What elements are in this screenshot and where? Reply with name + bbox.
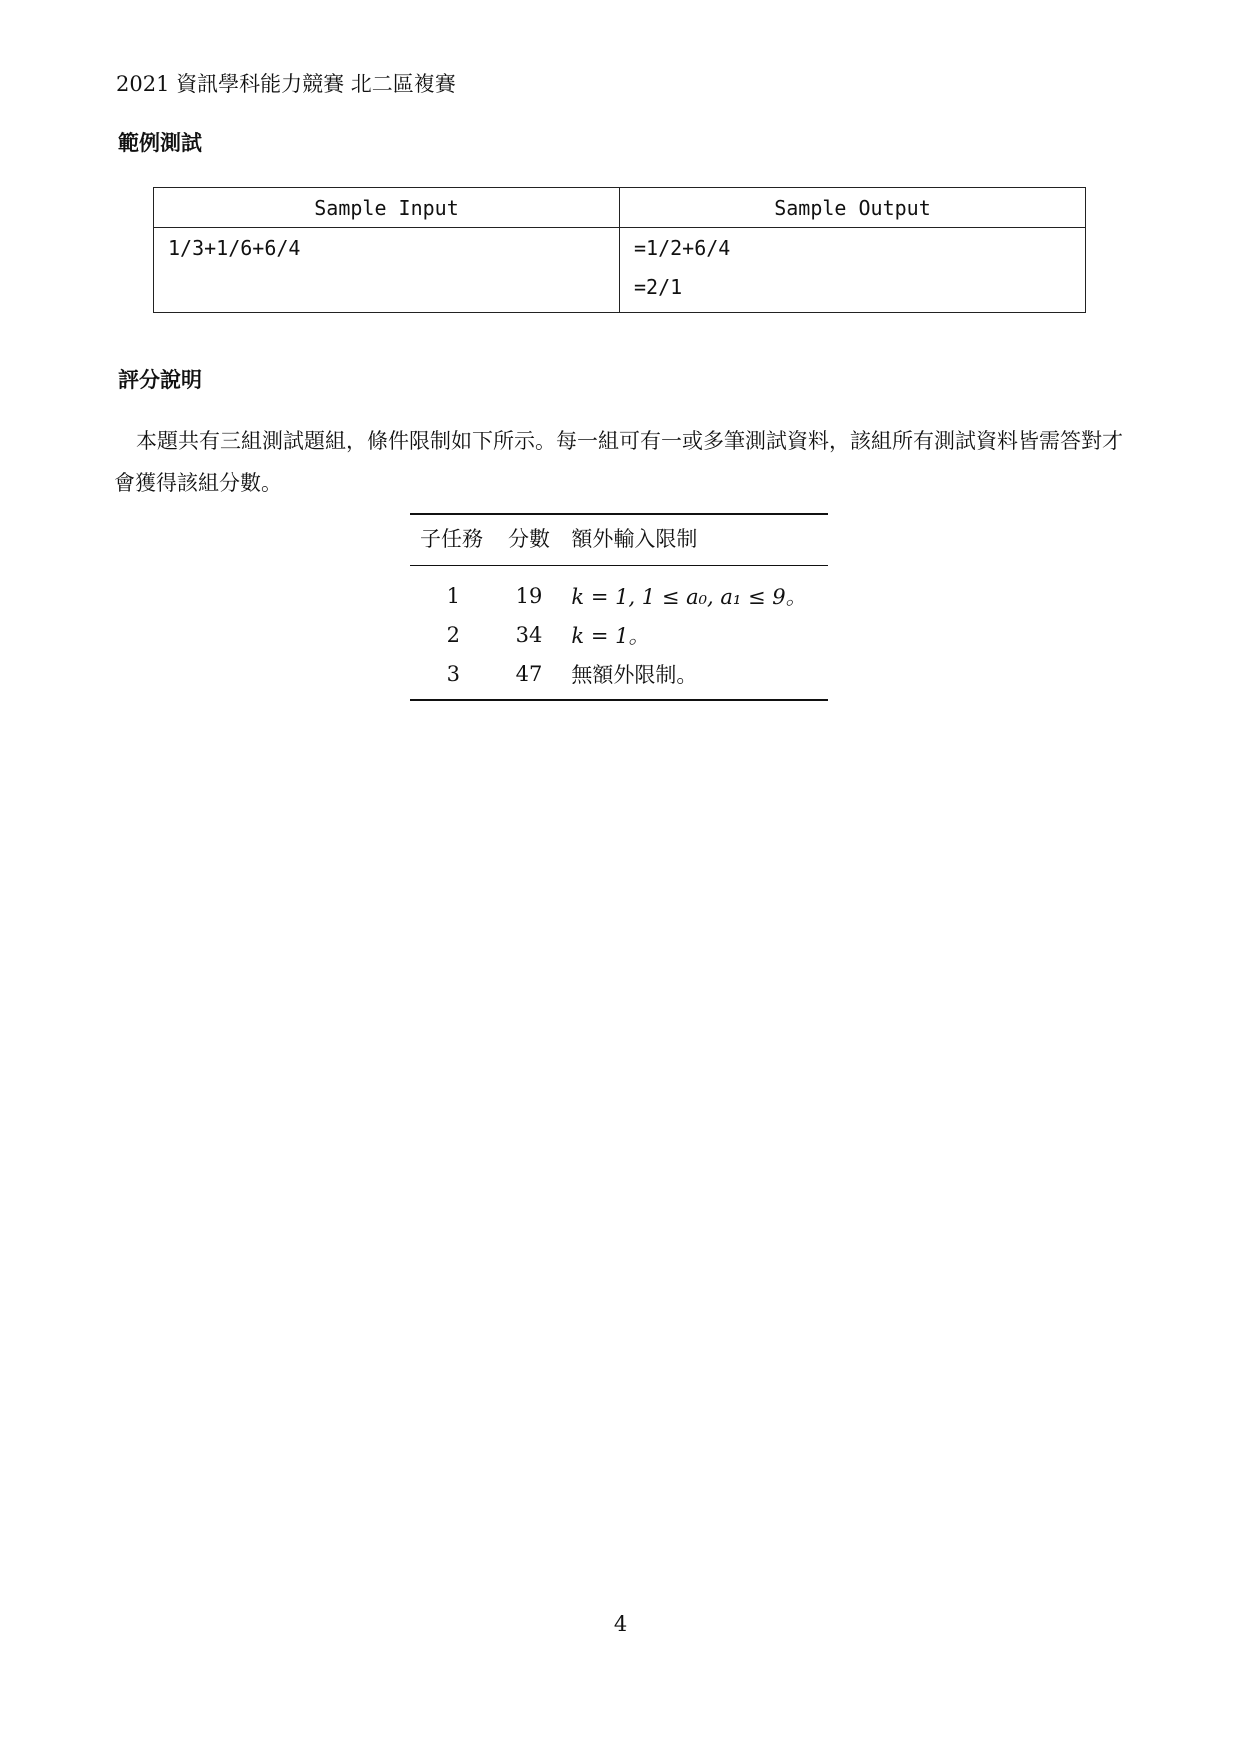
page-number: 4 <box>613 1612 628 1636</box>
table-row <box>410 566 828 616</box>
table-row <box>410 654 828 700</box>
score-cell: 19 <box>515 583 543 608</box>
sample-input-cell <box>154 228 620 313</box>
sample-input-header: Sample Input <box>154 188 620 228</box>
constraint-cell: k = 1, 1 ≤ a₀, a₁ ≤ 9。 <box>571 584 807 609</box>
score-cell: 47 <box>497 654 562 700</box>
sample-section-title: 範例測試 <box>118 131 202 155</box>
subtask-cell: 1 <box>446 583 461 608</box>
sample-input-line: 1/3+1/6+6/4 <box>168 236 301 260</box>
scoring-section-title: 評分說明 <box>118 368 202 392</box>
score-header: 分數 <box>497 514 562 566</box>
constraint-header: 額外輸入限制 <box>561 514 828 566</box>
table-row <box>410 615 828 654</box>
constraint-cell: 無額外限制。 <box>561 654 828 700</box>
sample-output-cell <box>620 228 1086 313</box>
subtask-table <box>410 513 828 701</box>
document-header: 2021 資訊學科能力競賽 北二區複賽 <box>116 72 456 96</box>
subtask-header: 子任務 <box>410 514 497 566</box>
sample-io-table <box>153 187 1086 313</box>
subtask-cell: 3 <box>410 654 497 700</box>
score-cell: 34 <box>515 622 543 647</box>
sample-output-line: =1/2+6/4 <box>634 236 731 260</box>
sample-output-line: =2/1 <box>634 275 683 299</box>
subtask-cell: 2 <box>446 622 461 647</box>
constraint-cell: k = 1。 <box>571 623 650 648</box>
scoring-description: 本題共有三組測試題組，條件限制如下所示。每一組可有一或多筆測試資料，該組所有測試資料皆需答對才會獲得該組分數。 <box>114 429 1123 495</box>
sample-output-header: Sample Output <box>620 188 1086 228</box>
